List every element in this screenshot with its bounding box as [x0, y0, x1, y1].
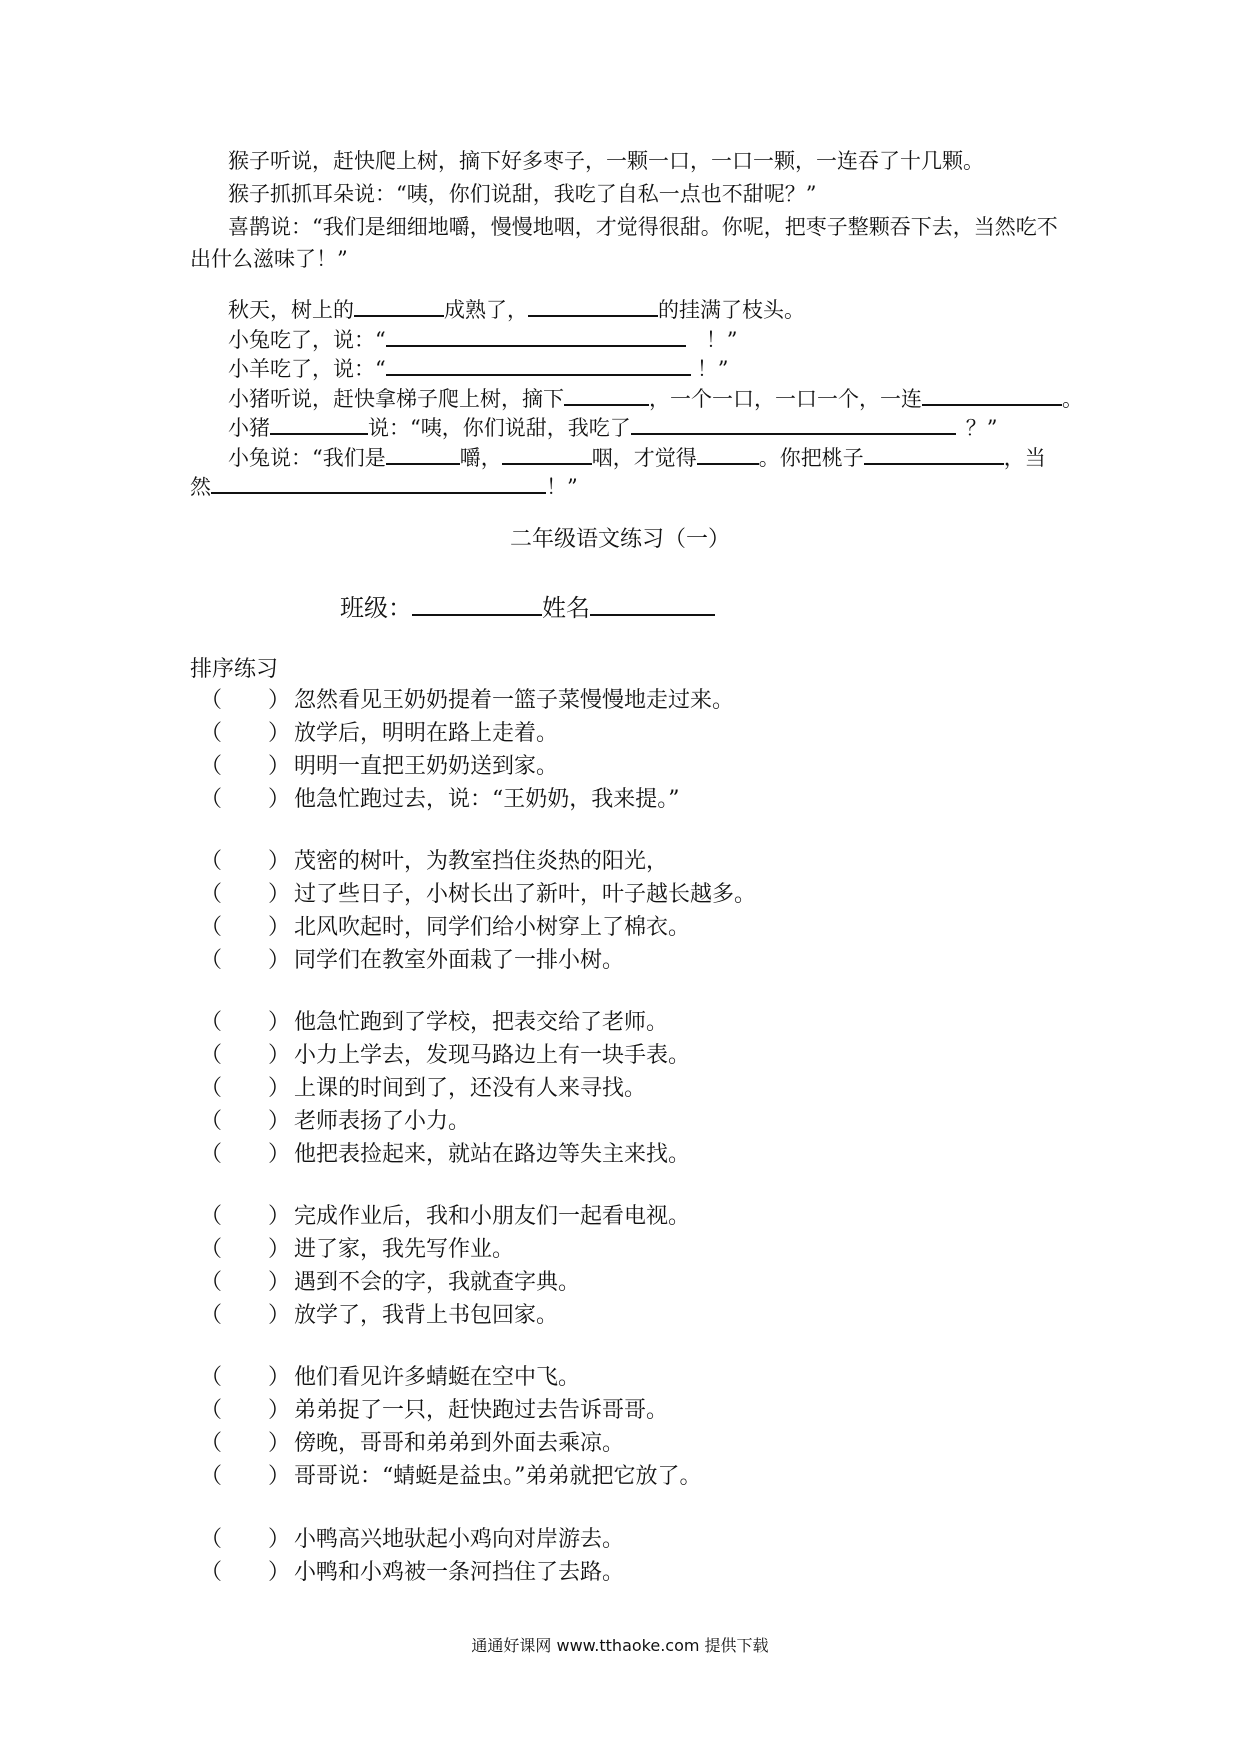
story-paragraph-1: 猴子听说，赶快爬上树，摘下好多枣子，一颗一口，一口一颗，一连吞了十几颗。	[228, 149, 984, 173]
paren-close: ）	[268, 1109, 291, 1134]
ordering-item-text: 老师表扬了小力。	[294, 1109, 471, 1134]
fill-text: ，当	[1003, 446, 1046, 470]
ordering-item	[200, 877, 756, 908]
fill-text: 小兔吃了，说：“	[228, 328, 386, 352]
ordering-item-text: 哥哥说：“蜻蜓是益虫。”弟弟就把它放了。	[294, 1464, 702, 1489]
fill-text: ，一个一口，一口一个，一连	[649, 387, 922, 411]
class-label: 班级：	[340, 594, 412, 622]
fill-line-4	[228, 382, 1083, 414]
ordering-item-text: 放学后，明明在路上走着。	[294, 721, 559, 746]
paren-close: ）	[268, 1527, 291, 1552]
blank[interactable]	[354, 293, 444, 317]
paren-open: （	[200, 1109, 223, 1134]
ordering-item-text: 完成作业后，我和小朋友们一起看电视。	[294, 1204, 691, 1229]
fill-text: 。	[1062, 387, 1083, 411]
paren-close: ）	[268, 1398, 291, 1423]
blank[interactable]	[922, 382, 1062, 406]
story-paragraph-3a: 喜鹊说：“我们是细细地嚼，慢慢地咽，才觉得很甜。你呢，把枣子整颗吞下去，当然吃不	[228, 215, 1058, 239]
ordering-item-text: 小鸭高兴地驮起小鸡向对岸游去。	[294, 1527, 625, 1552]
fill-text: 然	[190, 475, 211, 499]
ordering-item-text: 过了些日子，小树长出了新叶，叶子越长越多。	[294, 882, 757, 907]
ordering-item	[200, 1104, 470, 1135]
fill-text: 小猪听说，赶快拿梯子爬上树，摘下	[228, 387, 564, 411]
paren-close: ）	[268, 915, 291, 940]
paren-close: ）	[268, 787, 291, 812]
ordering-item	[200, 1360, 580, 1391]
paren-open: （	[200, 1204, 223, 1229]
fill-text: ！”	[546, 475, 578, 499]
name-label: 姓名	[542, 594, 590, 622]
ordering-item	[200, 716, 558, 747]
ordering-item-text: 遇到不会的字，我就查字典。	[294, 1270, 581, 1295]
ordering-item	[200, 1071, 646, 1102]
ordering-item	[200, 943, 624, 974]
ordering-item-text: 进了家，我先写作业。	[294, 1237, 515, 1262]
fill-text: ？”	[965, 416, 998, 440]
paren-close: ）	[268, 849, 291, 874]
paren-open: （	[200, 1365, 223, 1390]
paren-close: ）	[268, 1431, 291, 1456]
ordering-item-text: 他们看见许多蜻蜓在空中飞。	[294, 1365, 581, 1390]
blank[interactable]	[502, 441, 592, 465]
ordering-item-text: 弟弟捉了一只，赶快跑过去告诉哥哥。	[294, 1398, 669, 1423]
paren-open: （	[200, 1464, 223, 1489]
fill-text: 的挂满了枝头。	[658, 298, 805, 322]
paren-open: （	[200, 915, 223, 940]
ordering-item-text: 茂密的树叶，为教室挡住炎热的阳光，	[294, 849, 669, 874]
paren-open: （	[200, 787, 223, 812]
ordering-item	[200, 1265, 580, 1296]
paren-close: ）	[268, 1204, 291, 1229]
ordering-item	[200, 844, 668, 875]
ordering-item	[200, 1005, 668, 1036]
fill-line-2	[228, 323, 738, 355]
ordering-item	[200, 1555, 624, 1586]
paren-close: ）	[268, 754, 291, 779]
blank[interactable]	[386, 352, 691, 376]
paren-open: （	[200, 1076, 223, 1101]
story-paragraph-3b: 出什么滋味了！”	[190, 247, 348, 271]
worksheet-title: 二年级语文练习（一）	[509, 527, 730, 552]
footer: 通通好课网 www.tthaoke.com 提供下载	[471, 1636, 769, 1655]
section-title: 排序练习	[190, 657, 279, 682]
paren-open: （	[200, 754, 223, 779]
ordering-item	[200, 1232, 514, 1263]
ordering-item-text: 小力上学去，发现马路边上有一块手表。	[294, 1043, 691, 1068]
blank[interactable]	[386, 323, 686, 347]
blank[interactable]	[864, 441, 1004, 465]
ordering-item-text: 明明一直把王奶奶送到家。	[294, 754, 559, 779]
paren-close: ）	[268, 721, 291, 746]
paren-open: （	[200, 948, 223, 973]
ordering-item-text: 他把表捡起来，就站在路边等失主来找。	[294, 1142, 691, 1167]
ordering-item-text: 同学们在教室外面栽了一排小树。	[294, 948, 625, 973]
paren-open: （	[200, 1398, 223, 1423]
paren-close: ）	[268, 1076, 291, 1101]
paren-close: ）	[268, 1237, 291, 1262]
ordering-item-text: 上课的时间到了，还没有人来寻找。	[294, 1076, 647, 1101]
ordering-item-text: 傍晚，哥哥和弟弟到外面去乘凉。	[294, 1431, 625, 1456]
paren-open: （	[200, 1237, 223, 1262]
blank[interactable]	[386, 441, 460, 465]
paren-close: ）	[268, 948, 291, 973]
paren-close: ）	[268, 1043, 291, 1068]
paren-open: （	[200, 721, 223, 746]
paren-close: ）	[268, 1365, 291, 1390]
ordering-item	[200, 782, 680, 813]
blank[interactable]	[528, 293, 658, 317]
fill-text: 小羊吃了，说：“	[228, 357, 386, 381]
ordering-item-text: 他急忙跑过去，说：“王奶奶，我来提。”	[294, 787, 680, 812]
fill-line-7	[190, 470, 578, 502]
paren-close: ）	[268, 1010, 291, 1035]
fill-text: 成熟了，	[444, 298, 528, 322]
paren-open: （	[200, 688, 223, 713]
ordering-item	[200, 910, 690, 941]
paren-open: （	[200, 1010, 223, 1035]
fill-text: ！”	[696, 357, 729, 381]
ordering-item	[200, 1522, 624, 1553]
paren-close: ）	[268, 882, 291, 907]
ordering-item	[200, 1298, 558, 1329]
fill-text: 。你把桃子	[758, 446, 864, 470]
paren-open: （	[200, 1527, 223, 1552]
paren-close: ）	[268, 1464, 291, 1489]
fill-line-6	[228, 441, 1046, 473]
ordering-item	[200, 1459, 702, 1490]
ordering-item	[200, 1038, 690, 1069]
ordering-item-text: 忽然看见王奶奶提着一篮子菜慢慢地走过来。	[294, 688, 735, 713]
paren-open: （	[200, 1270, 223, 1295]
paren-close: ）	[268, 688, 291, 713]
blank[interactable]	[270, 411, 368, 435]
fill-line-5	[228, 411, 998, 443]
ordering-item	[200, 749, 558, 780]
fill-line-1	[228, 293, 805, 325]
story-paragraph-2: 猴子抓抓耳朵说：“咦，你们说甜，我吃了自私一点也不甜呢？”	[228, 182, 817, 206]
paren-open: （	[200, 849, 223, 874]
ordering-item	[200, 1137, 690, 1168]
paren-open: （	[200, 1431, 223, 1456]
fill-text: 说：“咦，你们说甜，我吃了	[368, 416, 631, 440]
name-field[interactable]	[590, 590, 715, 616]
paren-open: （	[200, 1303, 223, 1328]
ordering-item	[200, 1393, 668, 1424]
fill-text: ！”	[705, 328, 738, 352]
paren-open: （	[200, 1560, 223, 1585]
fill-text: 小兔说：“我们是	[228, 446, 386, 470]
fill-line-3	[228, 352, 729, 384]
ordering-item-text: 放学了，我背上书包回家。	[294, 1303, 559, 1328]
fill-text: 咽，才觉得	[591, 446, 697, 470]
paren-open: （	[200, 882, 223, 907]
paren-open: （	[200, 1043, 223, 1068]
ordering-item	[200, 683, 734, 714]
blank[interactable]	[697, 441, 759, 465]
ordering-item-text: 北风吹起时，同学们给小树穿上了棉衣。	[294, 915, 691, 940]
paren-close: ）	[268, 1270, 291, 1295]
ordering-item-text: 小鸭和小鸡被一条河挡住了去路。	[294, 1560, 625, 1585]
fill-text: 秋天，树上的	[228, 298, 354, 322]
ordering-item-text: 他急忙跑到了学校，把表交给了老师。	[294, 1010, 669, 1035]
paren-close: ）	[268, 1560, 291, 1585]
paren-open: （	[200, 1142, 223, 1167]
paren-close: ）	[268, 1303, 291, 1328]
ordering-item	[200, 1426, 624, 1457]
fill-text: 嚼，	[459, 446, 502, 470]
ordering-item	[200, 1199, 690, 1230]
class-field[interactable]	[412, 590, 542, 616]
paren-close: ）	[268, 1142, 291, 1167]
blank[interactable]	[211, 470, 546, 494]
class-name-row	[340, 588, 715, 623]
blank[interactable]	[564, 382, 649, 406]
fill-text: 小猪	[228, 416, 270, 440]
blank[interactable]	[631, 411, 956, 435]
